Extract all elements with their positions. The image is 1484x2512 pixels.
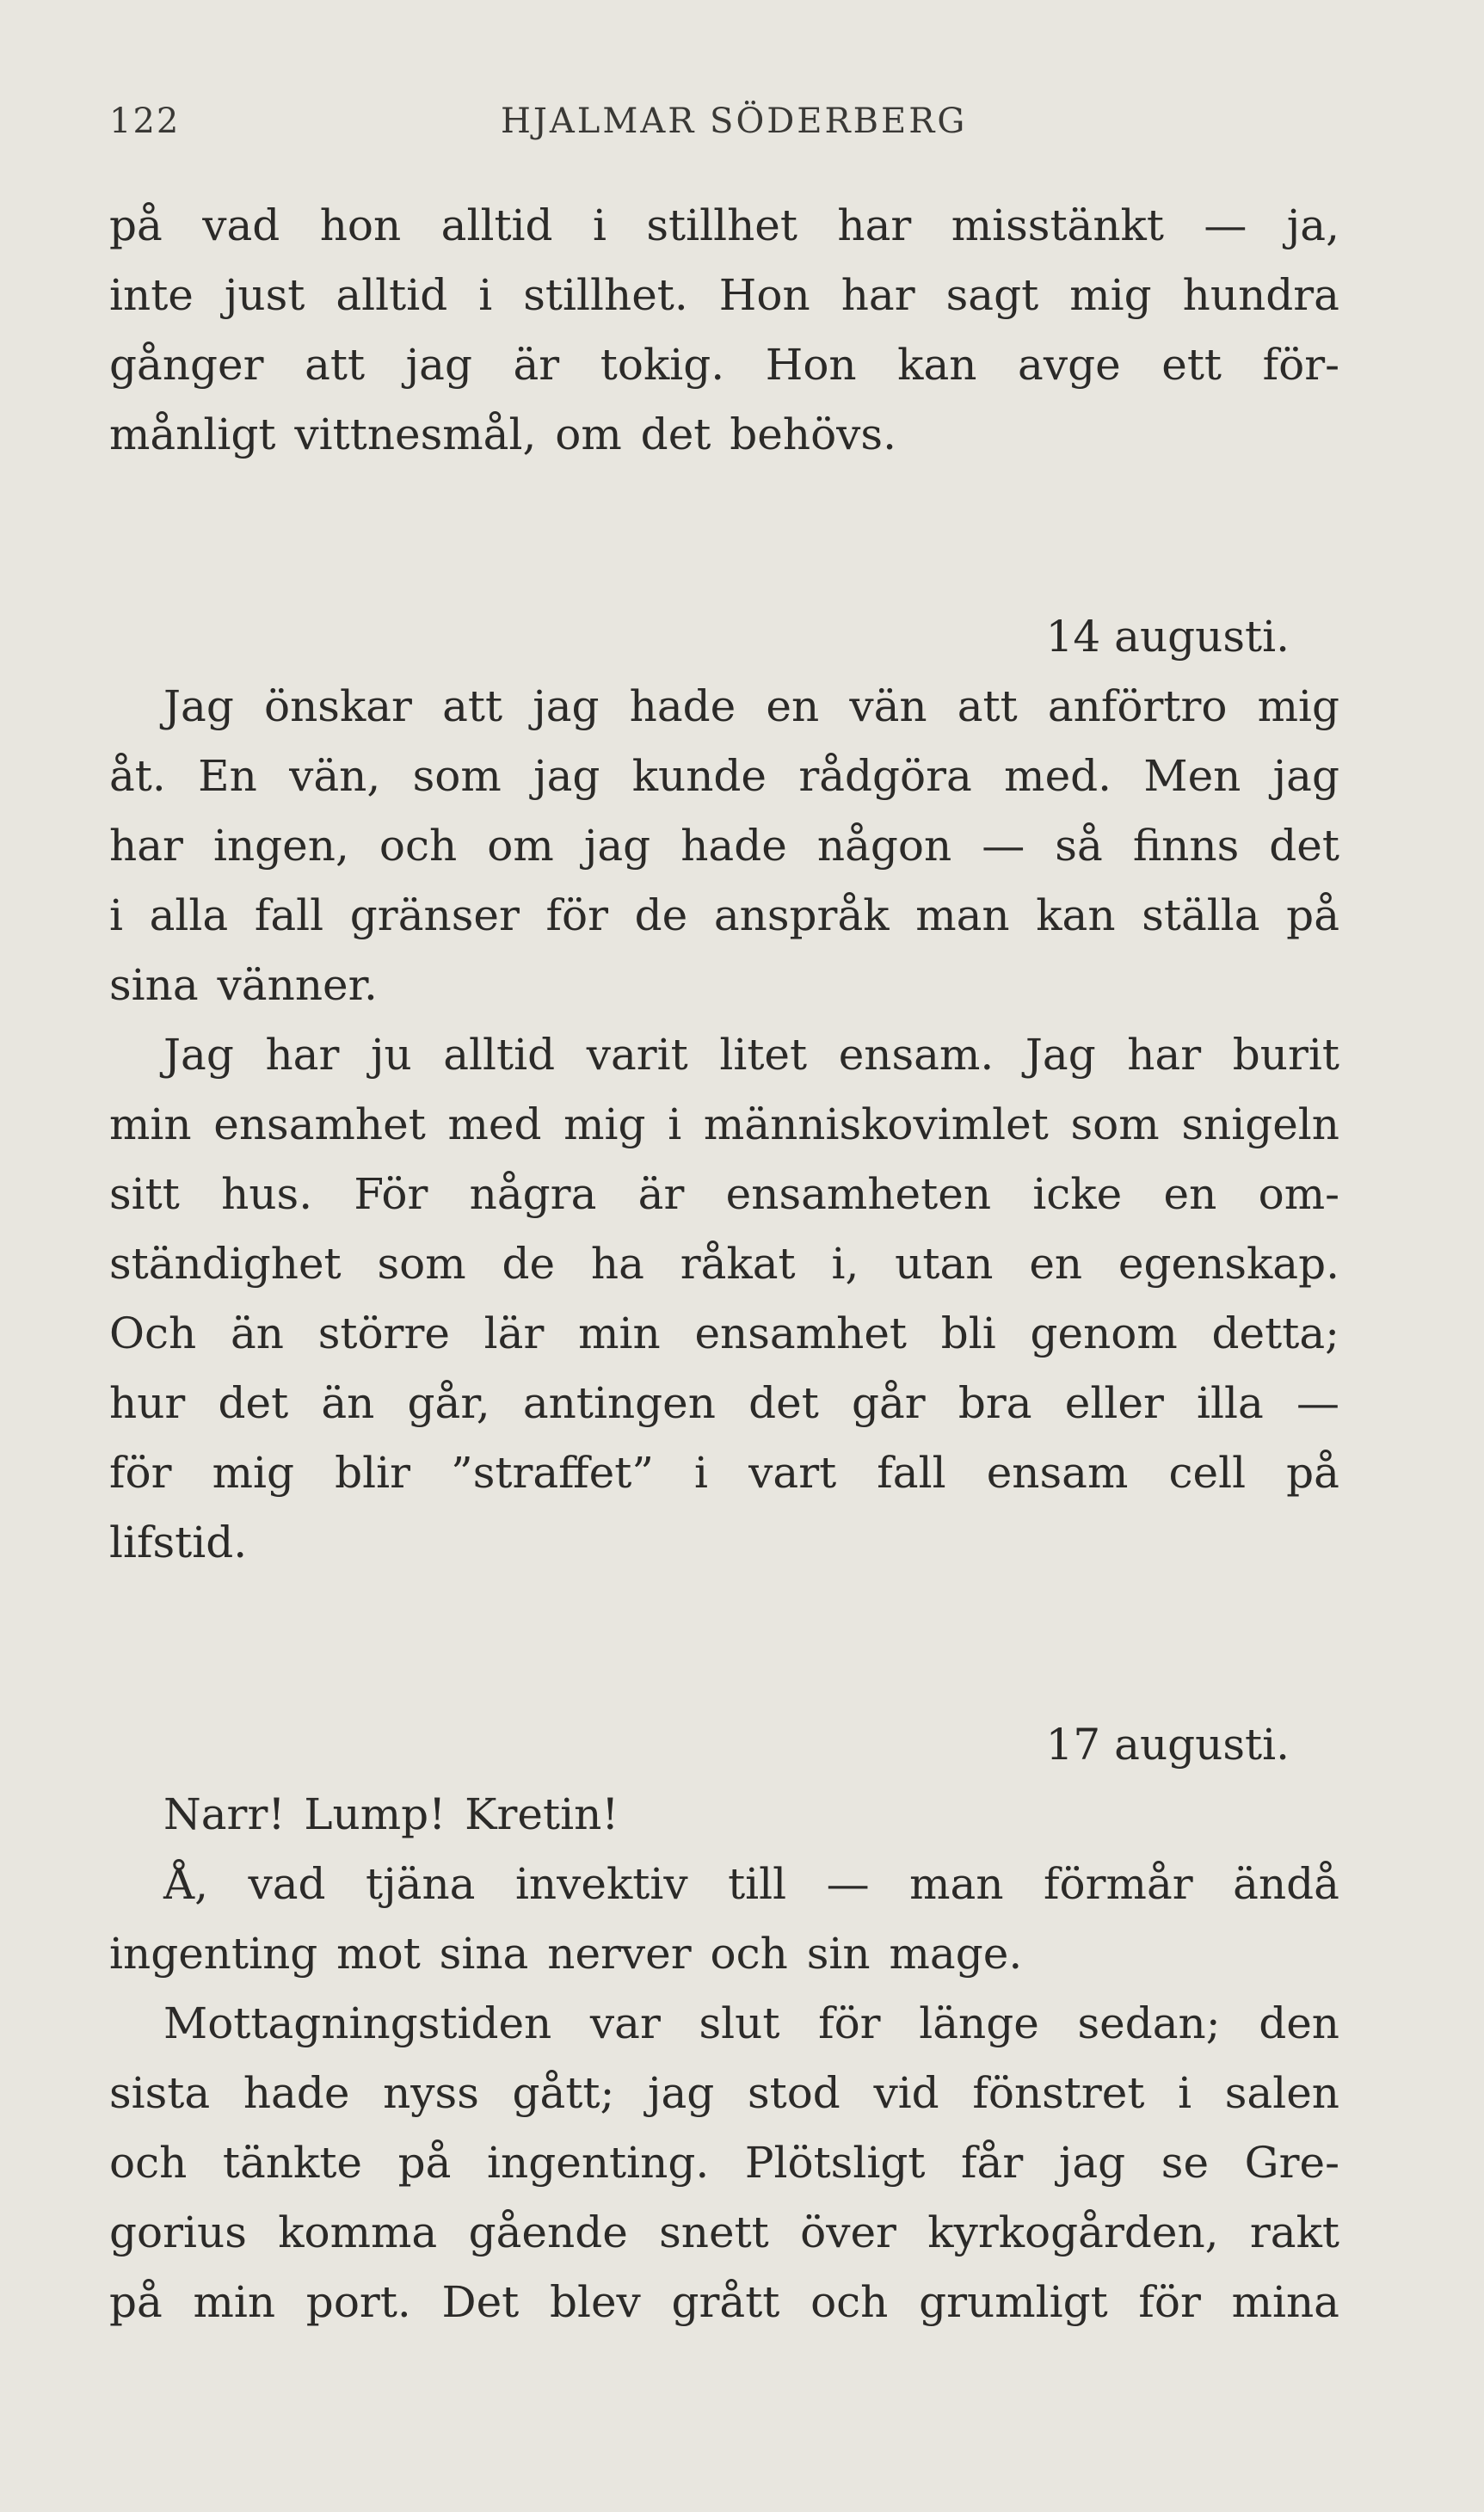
running-title: HJALMAR SÖDERBERG: [501, 102, 968, 141]
text-line: Mottagningstiden var slut för länge sedan; den: [163, 1998, 1339, 2048]
running-head: [109, 102, 1339, 153]
text-line: på min port. Det blev grått och grumligt för mina: [109, 2277, 1339, 2327]
text-line: gorius komma gående snett över kyrkogården, rakt: [109, 2207, 1339, 2257]
text-line: har ingen, och om jag hade någon — så finns det: [109, 821, 1339, 871]
text-line: sina vänner.: [109, 960, 378, 1010]
intro-paragraph: [109, 191, 1339, 470]
text-line: Och än större lär min ensamhet bli genom detta;: [109, 1308, 1339, 1358]
text-line: min ensamhet med mig i människovimlet som snigeln: [109, 1099, 1339, 1149]
text-line: Å, vad tjäna invektiv till — man förmår ändå: [163, 1859, 1339, 1909]
text-line: Jag önskar att jag hade en vän att anförtro mig: [163, 681, 1339, 731]
text-line: i alla fall gränser för de anspråk man kan ställa på: [109, 890, 1339, 940]
text-line: inte just alltid i stillhet. Hon har sagt mig hundra: [109, 270, 1339, 320]
diary-entry-17-augusti: [109, 1710, 1339, 2337]
text-line: sitt hus. För några är ensamheten icke en om-: [109, 1169, 1339, 1219]
page-number: 122: [109, 102, 181, 141]
text-line: Jag har ju alltid varit litet ensam. Jag har burit: [163, 1030, 1339, 1080]
text-line: sista hade nyss gått; jag stod vid fönstret i salen: [109, 2068, 1339, 2118]
text-line: Narr! Lump! Kretin!: [163, 1789, 619, 1839]
text-line: på vad hon alltid i stillhet har misstänkt — ja,: [109, 200, 1339, 250]
text-line: åt. En vän, som jag kunde rådgöra med. Men jag: [109, 751, 1339, 801]
text-line: för mig blir ”straffet” i vart fall ensam cell på: [109, 1448, 1339, 1498]
text-line: gånger att jag är tokig. Hon kan avge ett för-: [109, 340, 1339, 390]
text-line: och tänkte på ingenting. Plötsligt får jag se Gre-: [109, 2138, 1339, 2188]
entry-date: 14 augusti.: [1045, 612, 1290, 662]
text-line: hur det än går, antingen det går bra eller illa —: [109, 1378, 1339, 1428]
diary-entry-14-augusti: [109, 602, 1339, 1578]
entry-date: 17 augusti.: [1045, 1720, 1290, 1770]
text-line: ingenting mot sina nerver och sin mage.: [109, 1929, 1023, 1979]
text-line: månligt vittnesmål, om det behövs.: [109, 409, 896, 459]
text-line: ständighet som de ha råkat i, utan en egenskap.: [109, 1239, 1339, 1289]
text-line: lifstid.: [109, 1518, 248, 1567]
